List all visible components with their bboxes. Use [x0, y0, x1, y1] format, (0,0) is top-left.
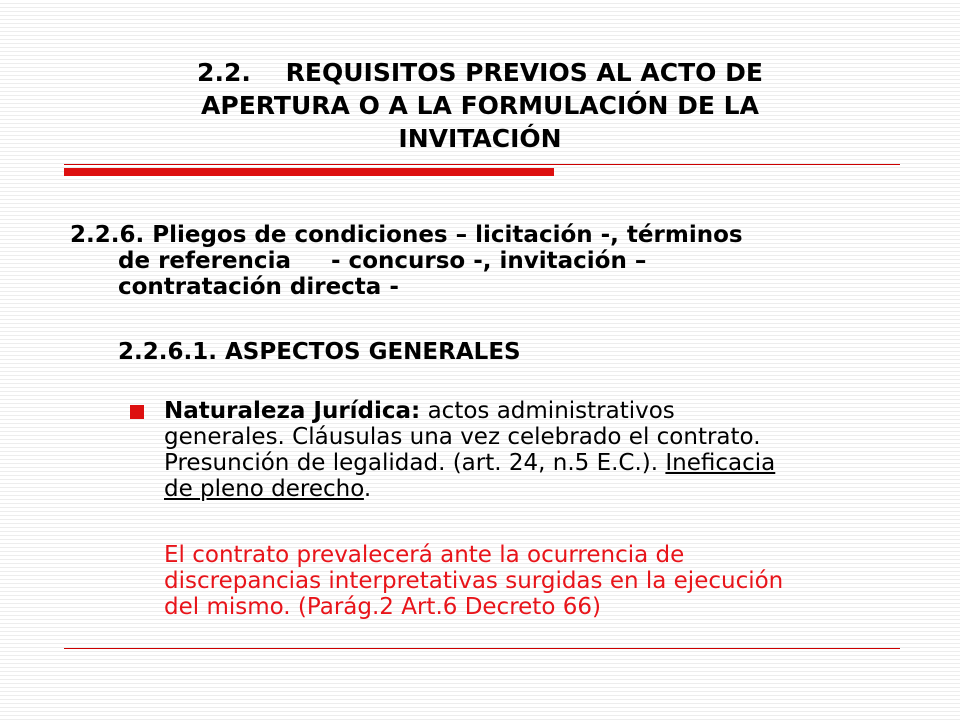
bullet-line-4-end: . [363, 476, 372, 502]
bullet-line-3-text: Presunción de legalidad. (art. 24, n.5 E.C.). [164, 450, 666, 476]
square-bullet-icon [130, 405, 144, 419]
bullet-line-1 [164, 398, 914, 424]
note-line-1: El contrato prevalecerá ante la ocurrencia de [164, 542, 685, 568]
slide-title-line-2: APERTURA O A LA FORMULACIÓN DE LA [201, 91, 759, 120]
title-divider-thin [64, 164, 900, 165]
bullet-underlined-term-end: de pleno derecho [164, 476, 364, 502]
bullet-line-1-text: actos administrativos [420, 398, 675, 424]
bullet-line-3 [164, 450, 914, 476]
note-line-3: del mismo. (Parág.2 Art.6 Decreto 66) [164, 594, 601, 620]
highlighted-note [164, 542, 914, 620]
note-line-2: discrepancias interpretativas surgidas en la ejecución [164, 568, 784, 594]
section-heading-line-2: de referencia - concurso -, invitación – [118, 248, 647, 274]
slide-title [120, 56, 840, 155]
section-heading-line-1: 2.2.6. Pliegos de condiciones – licitación -, términos [70, 222, 743, 248]
bottom-divider [64, 648, 900, 649]
section-heading [70, 222, 890, 300]
section-heading-line-3: contratación directa - [118, 274, 399, 300]
bullet-line-4 [164, 476, 914, 502]
bullet-underlined-term-start: Ineficacia [665, 450, 776, 476]
bullet-label: Naturaleza Jurídica: [164, 398, 421, 424]
slide-title-line-3: INVITACIÓN [398, 124, 562, 153]
subsection-heading: 2.2.6.1. ASPECTOS GENERALES [118, 339, 521, 365]
bullet-item [164, 398, 914, 502]
title-divider-thick [64, 168, 554, 176]
bullet-line-2: generales. Cláusulas una vez celebrado el contrato. [164, 424, 761, 450]
slide-title-line-1: 2.2. REQUISITOS PREVIOS AL ACTO DE [197, 58, 763, 87]
